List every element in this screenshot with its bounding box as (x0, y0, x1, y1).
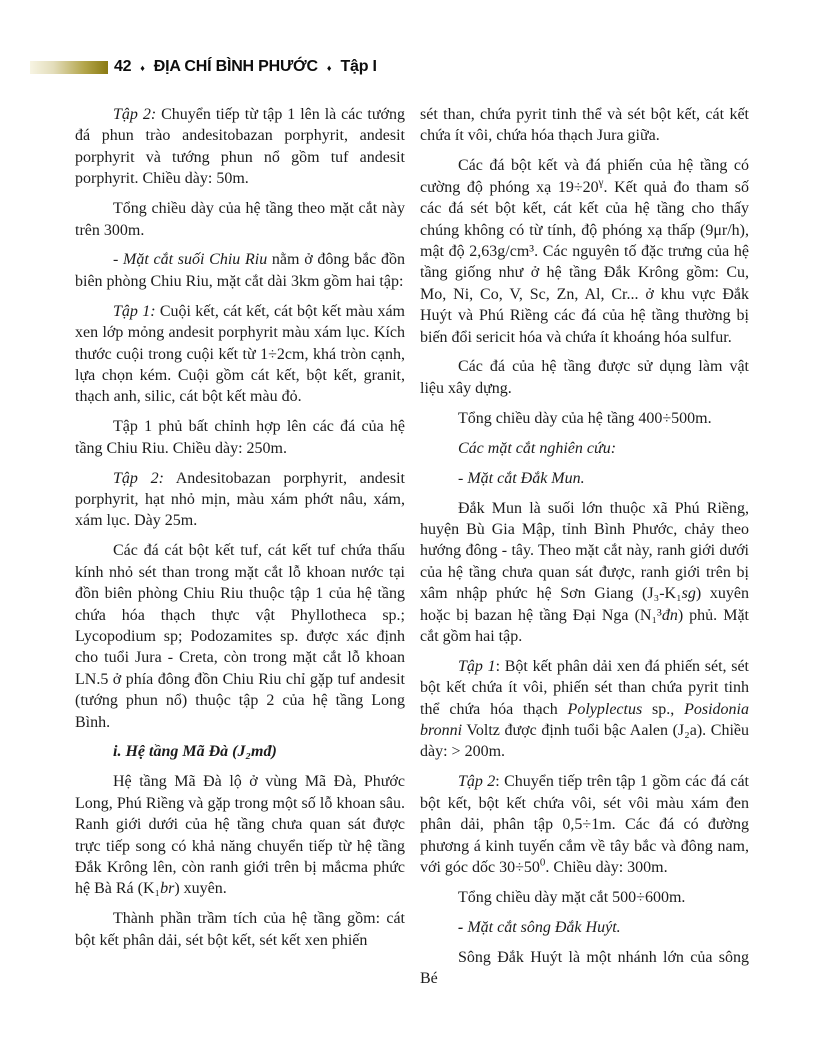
diamond-icon: ♦ (326, 62, 332, 73)
text-segment: . Kết quả đo tham số các đá sét bột kết, cát kết của hệ tầng cho thấy chúng không có từ tính, độ phóng xạ thấp (9μr/h), mật độ 2,63g/cm³. Các nguyên tố đặc trưng của hệ tầng giống như ở hệ tầng Đắk Krông gồm: Cu, Mo, Ni, Co, V, Sc, Zn, Al, Cr... ở khu vực Đắk Huýt và Phú Riềng các đá của hệ tầng thường bị biến đổi sericit hóa và chứa ít khoáng hóa sulfur. (420, 178, 750, 346)
paragraph (75, 468, 405, 532)
text-segment: Sông Đắk Huýt là một nhánh lớn của sông Bé (420, 948, 749, 988)
paragraph (420, 155, 749, 348)
two-column-text (75, 104, 749, 998)
text-segment: Các đá cát bột kết tuf, cát kết tuf chứa thấu kính nhỏ sét than trong mặt cắt lỗ khoan nước tại đồn biên phòng Chiu Riu thuộc tập 1 của hệ tầng chứa hóa thạch thực vật Phyllotheca sp.; Lycopodium sp; Podozamites sp. được xác định cho tuổi Jura - Creta, còn trong mặt cắt lỗ khoan LN.5 ở phía đông đồn Chiu Riu chỉ gặp tuf andesit (tướng phun nổ) thuộc tập 2 của hệ tầng Long Bình. (75, 542, 405, 731)
text-segment: Hệ tầng Mã Đà lộ ở vùng Mã Đà, Phước Long, Phú Riềng và gặp trong một số lỗ khoan sâu. Ranh giới dưới của hệ tầng chưa quan sát được trực tiếp song có khả năng chuyển tiếp từ hệ tầng Đắk Krông lên, còn ranh giới trên bị mắcma phức hệ Bà Rá (K₁ (75, 773, 405, 898)
text-segment: ) phủ. Mặt cắt gồm hai tập. (420, 606, 749, 645)
text-segment: Tập 2: (113, 469, 164, 487)
paragraph (420, 104, 749, 147)
paragraph (420, 771, 749, 878)
text-segment: Đắk Mun là suối lớn thuộc xã Phú Riềng, huyện Bù Gia Mập, tỉnh Bình Phước, chảy theo hướng đông - tây. Theo mặt cắt này, ranh giới dưới của hệ tầng chưa quan sát được, ranh giới trên bị xâm nhập phức hệ Sơn Giang (J₃-K₁ (420, 499, 749, 603)
text-segment: Tổng chiều dày của hệ tầng 400÷500m. (458, 409, 712, 427)
text-segment: nằm ở đông bắc đồn biên phòng Chiu Riu, mặt cắt dài 3km gồm hai tập: (75, 251, 405, 290)
book-title: ĐỊA CHÍ BÌNH PHƯỚC (153, 58, 318, 75)
paragraph (420, 468, 749, 489)
text-segment: Tập 1 (458, 657, 496, 675)
diamond-icon: ♦ (140, 62, 145, 73)
paragraph (420, 408, 749, 429)
text-segment: br (160, 880, 175, 898)
text-segment: - Mặt cắt suối Chiu Riu (113, 251, 268, 269)
text-segment: - Mặt cắt Đắk Mun. (458, 469, 585, 487)
text-segment: Chuyển tiếp từ tập 1 lên là các tướng đá phun trào andesitobazan porphyrit, andesit porphyrit và tướng phun nổ gồm tuf andesit porphyrit. Chiều dày: 50m. (75, 106, 406, 188)
text-segment: 0 (539, 856, 546, 869)
text-segment: . Chiều dày: 300m. (545, 859, 668, 876)
paragraph (75, 416, 405, 459)
text-segment: ) xuyên hoặc bị bazan hệ tầng Đại Nga (N₁³ (420, 585, 749, 624)
paragraph (75, 301, 405, 408)
section-heading (75, 741, 405, 762)
text-segment: Các mặt cắt nghiên cứu: (458, 439, 617, 457)
page-number: 42 (114, 58, 132, 75)
text-segment: Tập 1: (113, 302, 156, 320)
text-segment: Các đá của hệ tầng được sử dụng làm vật liệu xây dựng. (420, 358, 749, 397)
header-gradient-bar (30, 61, 108, 74)
paragraph (420, 498, 749, 648)
paragraph (420, 438, 749, 459)
text-segment: Tập 2 (458, 773, 496, 791)
text-segment: Mặt cắt sông Đắk Huýt. (467, 918, 621, 936)
paragraph (420, 887, 749, 908)
text-segment: sét than, chứa pyrit tinh thể và sét bột kết, cát kết chứa ít vôi, chứa hóa thạch Jura giữa. (420, 106, 749, 145)
text-segment: sg (681, 585, 696, 603)
text-segment: ) xuyên. (174, 880, 227, 898)
paragraph (75, 249, 405, 292)
volume-label: Tập I (340, 58, 377, 75)
left-column (75, 104, 405, 998)
right-column (420, 104, 749, 998)
text-segment: γ (598, 176, 604, 189)
text-segment: i. Hệ tầng Mã Đà (J₂mđ) (113, 743, 277, 761)
paragraph (75, 104, 405, 190)
text-segment: Andesitobazan porphyrit, andesit porphyrit, hạt nhỏ mịn, màu xám phớt nâu, xám, xám lục. Dày 25m. (75, 469, 405, 530)
paragraph (420, 356, 749, 399)
text-segment: : Bột kết phân dải xen đá phiến sét, sét bột kết chứa ít vôi, phiến sét than chứa pyrit tinh thể chứa hóa thạch (420, 657, 749, 718)
text-segment: Polyplectus (567, 700, 643, 718)
page-header (0, 56, 816, 78)
text-segment: sp., (642, 700, 685, 718)
text-segment: Tập 1 phủ bất chỉnh hợp lên các đá của hệ tầng Chiu Riu. Chiều dày: 250m. (75, 418, 405, 457)
text-segment: Thành phần trầm tích của hệ tầng gồm: cát bột kết phân dải, sét bột kết, sét kết xen phiến (75, 910, 405, 949)
text-segment: : Chuyển tiếp trên tập 1 gồm các đá cát bột kết, bột kết chứa vôi, sét vôi màu xám đen phân dải, phân tập 0,5÷1m. Các đá có đường phương á kinh tuyến cắm về tây bắc và đông nam, với góc dốc 30÷50 (420, 773, 749, 876)
paragraph (75, 771, 405, 899)
paragraph (420, 947, 749, 990)
paragraph (75, 908, 405, 951)
paragraph (420, 656, 749, 763)
text-segment: - (458, 918, 468, 936)
paragraph (75, 540, 405, 733)
text-segment: Voltz được định tuổi bậc Aalen (J₂a). Chiều dày: > 200m. (420, 722, 749, 761)
paragraph (420, 917, 749, 938)
paragraph (75, 198, 405, 241)
text-segment: Posidonia bronni (420, 700, 749, 740)
text-segment: Tổng chiều dày mặt cắt 500÷600m. (458, 888, 686, 906)
text-segment: đn (661, 606, 678, 624)
text-segment: Tổng chiều dày của hệ tầng theo mặt cắt này trên 300m. (75, 200, 405, 239)
text-segment: Cuội kết, cát kết, cát bột kết màu xám xen lớp mỏng andesit porphyrit màu xám lục. Kích thước cuội trong cuội kết từ 1÷2cm, khá tròn cạnh, lựa chọn kém. Cuội gồm cát kết, bột kết, granit, thạch anh, silic, cát bột kết màu đỏ. (75, 302, 405, 406)
text-segment: Các đá bột kết và đá phiến của hệ tầng có cường độ phóng xạ 19÷20 (420, 157, 749, 196)
text-segment: Tập 2: (113, 106, 157, 123)
